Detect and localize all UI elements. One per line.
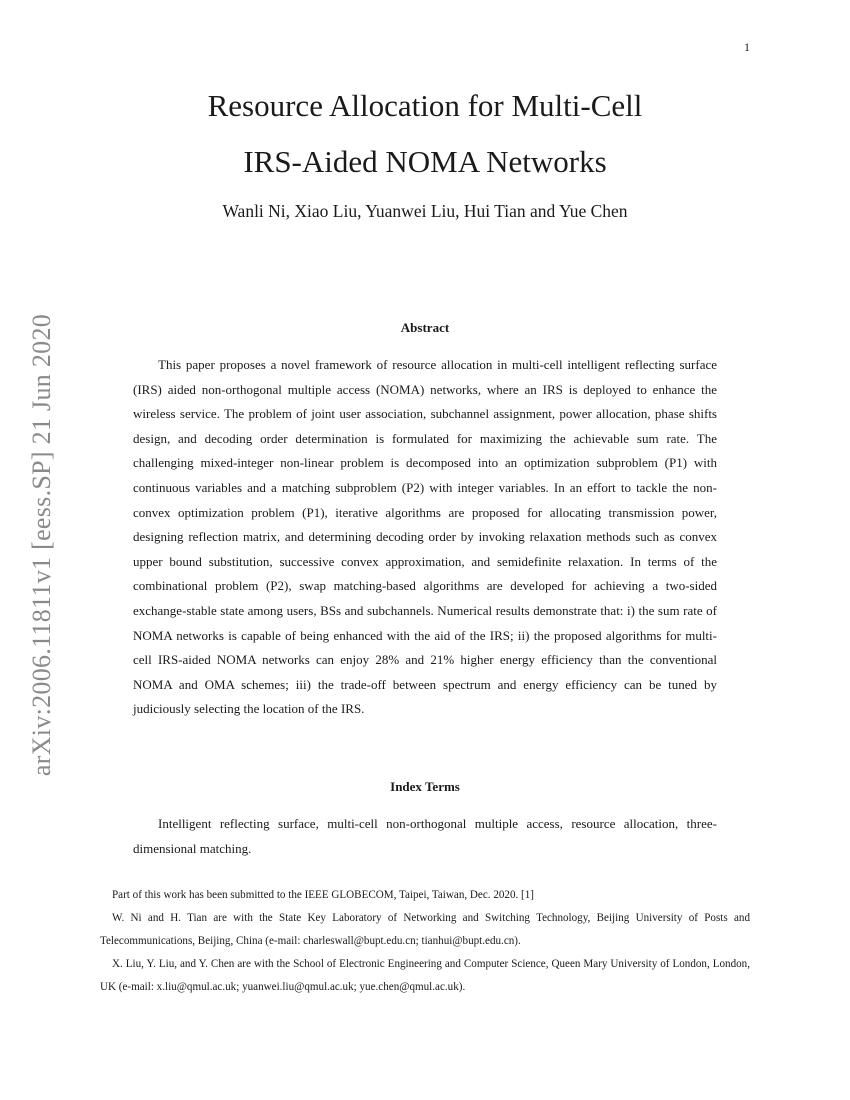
index-terms-text: Intelligent reflecting surface, multi-cell non-orthogonal multiple access, resource allocation, three-dimensional matching. [133, 816, 717, 856]
footnote-submission: Part of this work has been submitted to the IEEE GLOBECOM, Taipei, Taiwan, Dec. 2020. [1] [112, 889, 534, 901]
paper-title [100, 78, 750, 190]
title-line-2: IRS-Aided NOMA Networks [243, 144, 607, 179]
author-list: Wanli Ni, Xiao Liu, Yuanwei Liu, Hui Tian and Yue Chen [222, 201, 628, 221]
abstract-heading: Abstract [400, 320, 450, 335]
title-line-1: Resource Allocation for Multi-Cell [207, 88, 643, 123]
footnote-affiliation-qmul: X. Liu, Y. Liu, and Y. Chen are with the School of Electronic Engineering and Computer Science, Queen Mary University of London, London, UK (e-mail: x.liu@qmul.ac.uk; yuanwei.liu@qmul.ac.uk; yue.chen@qmul.ac.uk). [100, 958, 750, 993]
abstract-text: This paper proposes a novel framework of resource allocation in multi-cell intelligent reflecting surface (IRS) aided non-orthogonal multiple access (NOMA) networks, where an IRS is deployed to enhance the wireless service. The problem of joint user association, subchannel assignment, power allocation, phase shifts design, and decoding order determination is formulated for maximizing the achievable sum rate. The challenging mixed-integer non-linear problem is decomposed into an optimization subproblem (P1) with continuous variables and a matching subproblem (P2) with integer variables. In an effort to tackle the non-convex optimization problem (P1), iterative algorithms are proposed for allocating transmission power, designing reflection matrix, and determining decoding order by invoking relaxation methods such as convex upper bound substitution, successive convex approximation, and semidefinite relaxation. In terms of the combinational problem (P2), swap matching-based algorithms are developed for achieving a two-sided exchange-stable state among users, BSs and subchannels. Numerical results demonstrate that: i) the sum rate of NOMA networks is capable of being enhanced with the aid of the IRS; ii) the proposed algorithms for multi-cell IRS-aided NOMA networks can enjoy 28% and 21% higher energy efficiency than the conventional NOMA and OMA schemes; iii) the trade-off between spectrum and energy efficiency can be tuned by judiciously selecting the location of the IRS. [133, 357, 717, 717]
index-terms-heading: Index Terms [390, 779, 460, 794]
arxiv-identifier-stamp[interactable]: arXiv:2006.11811v1 [eess.SP] 21 Jun 2020 [27, 313, 56, 777]
footnotes [100, 884, 750, 999]
page-number: 1 [744, 40, 750, 54]
footnote-affiliation-bupt: W. Ni and H. Tian are with the State Key Laboratory of Networking and Switching Technology, Beijing University of Posts and Telecommunications, Beijing, China (e-mail: charleswall@bupt.edu.cn; tianhui@bupt.edu.cn). [100, 912, 750, 947]
